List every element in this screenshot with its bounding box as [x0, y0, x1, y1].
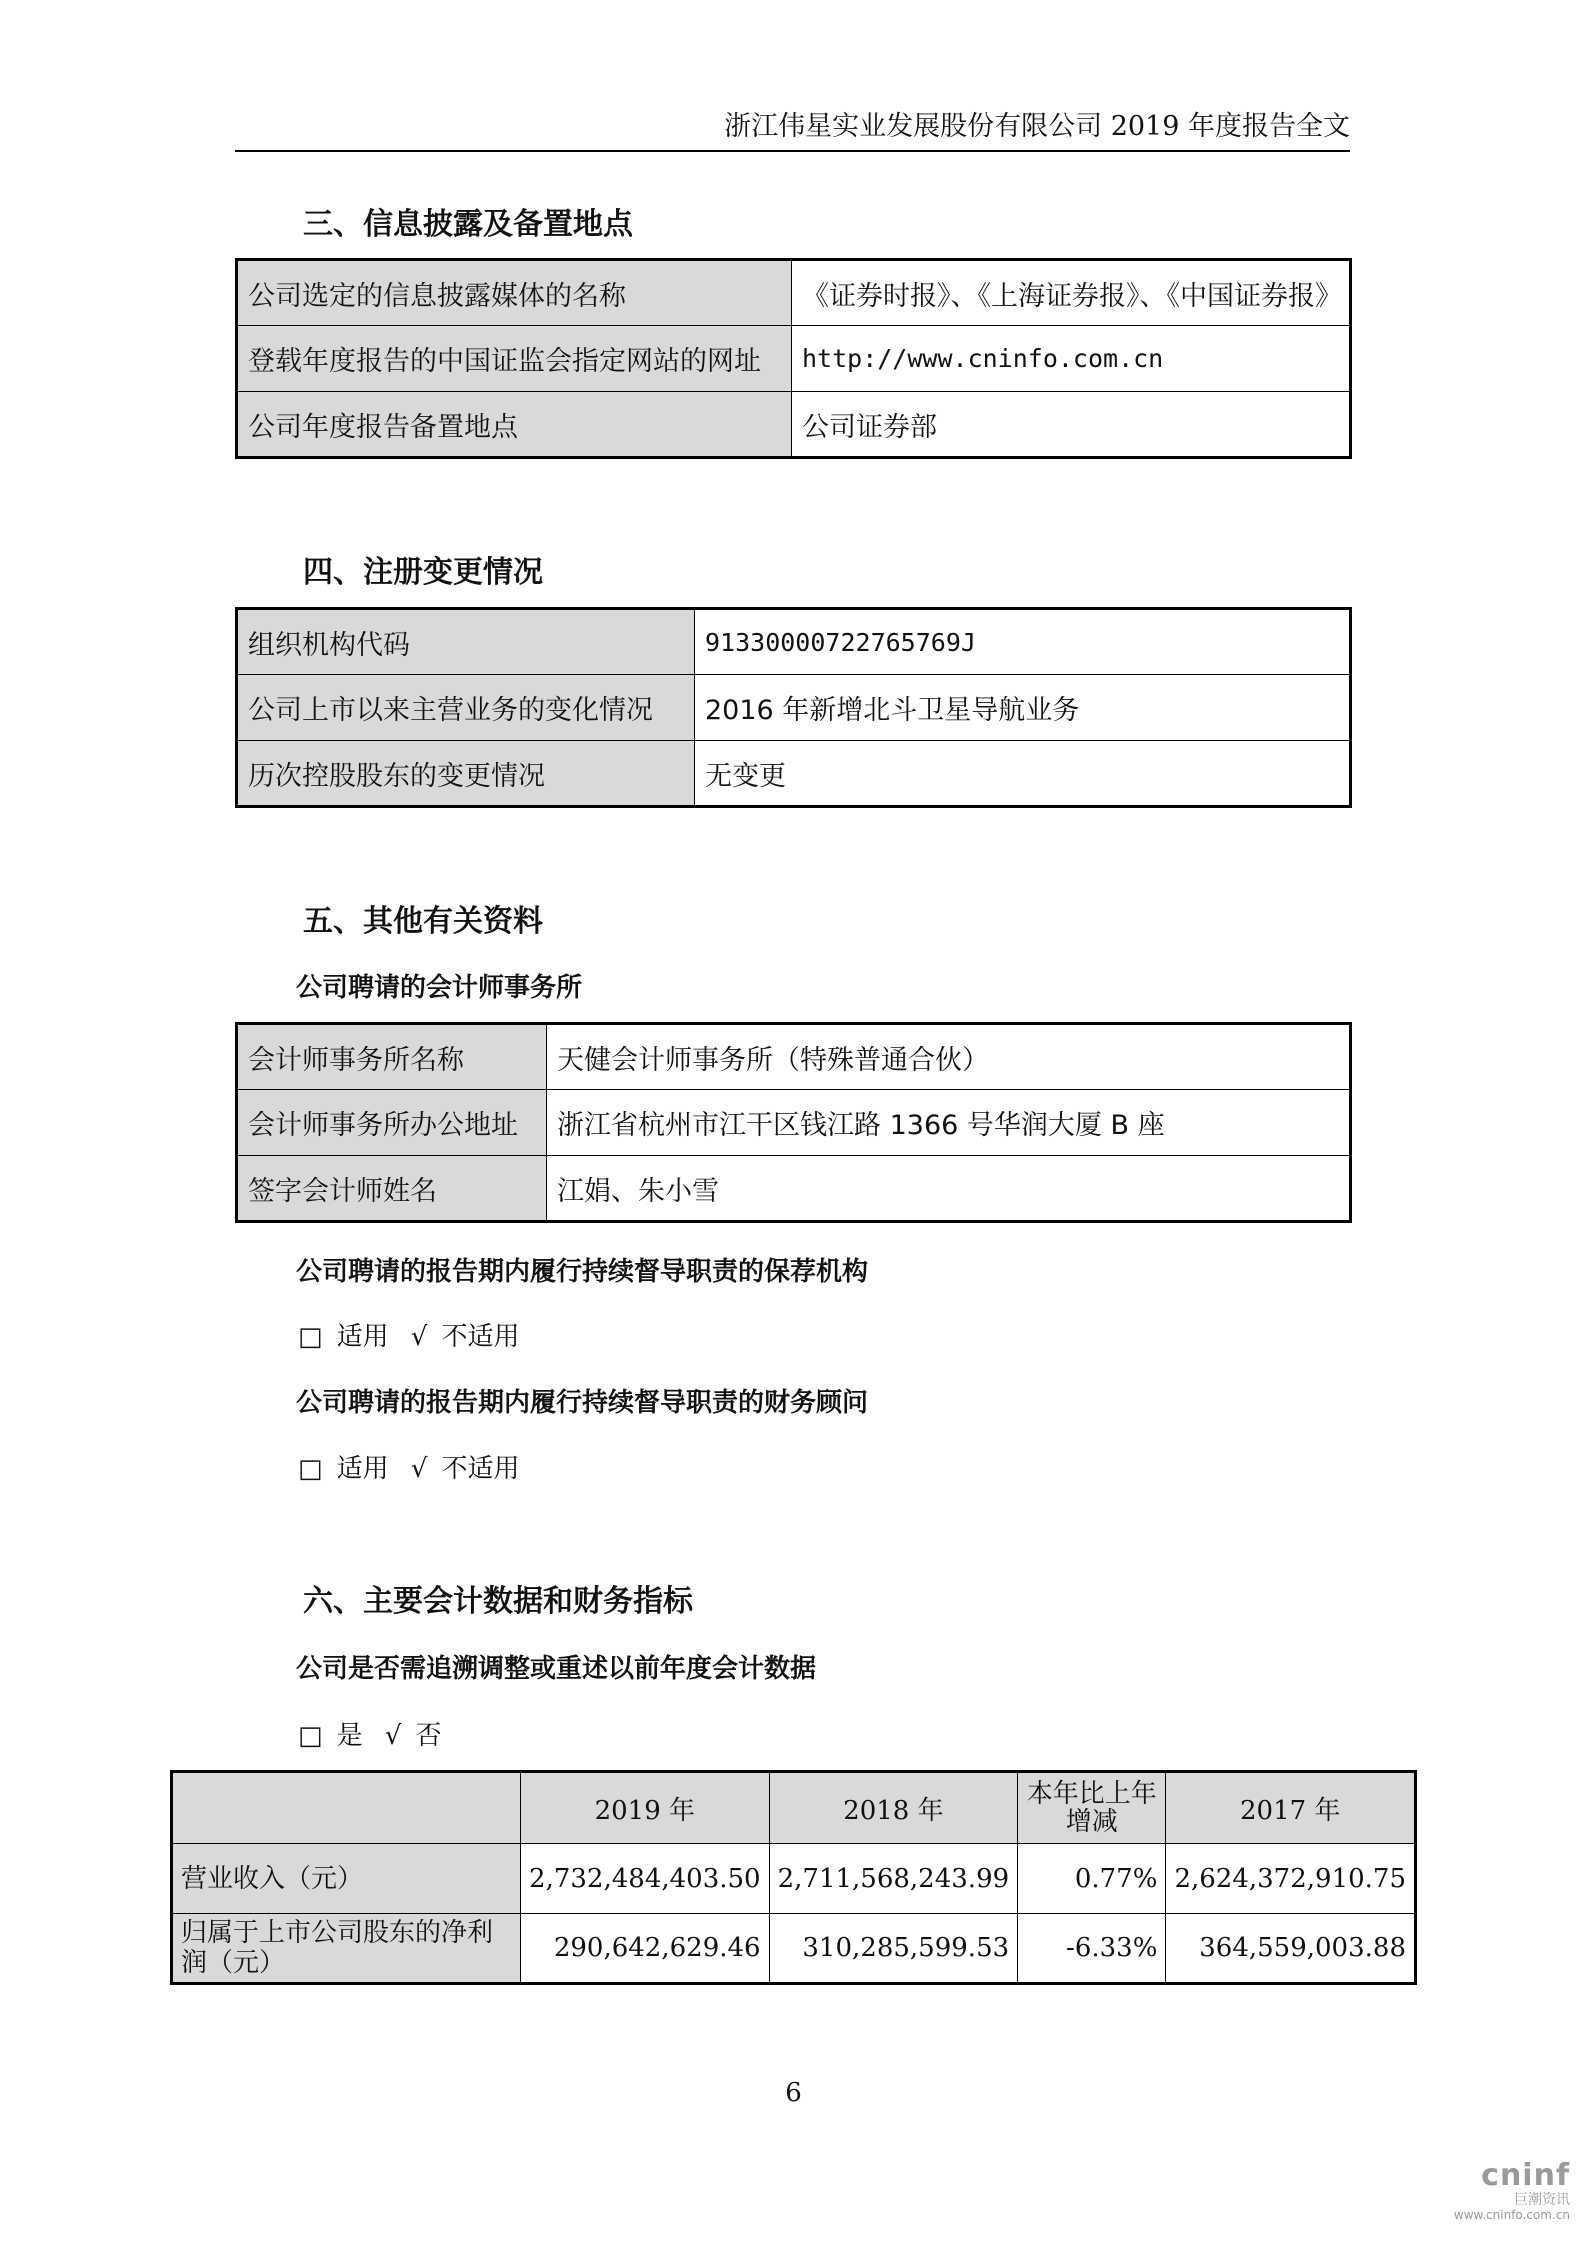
table-row [237, 1024, 1351, 1090]
section-3-title: 三、信息披露及备置地点 [303, 207, 633, 242]
table-row [237, 392, 1351, 458]
cninfo-logo [1442, 2160, 1570, 2222]
cell-2017: 364,559,003.88 [1166, 1914, 1416, 1984]
cell-change: -6.33% [1018, 1914, 1166, 1984]
restatement-subtitle: 公司是否需追溯调整或重述以前年度会计数据 [296, 1654, 817, 1684]
org-code: 91330000722765769J [695, 609, 1351, 675]
checkmark-icon[interactable]: √ [410, 1454, 428, 1484]
cell-2017: 2,624,372,910.75 [1166, 1844, 1416, 1914]
sponsor-subtitle: 公司聘请的报告期内履行持续督导职责的保荐机构 [296, 1257, 869, 1287]
table-row [237, 675, 1351, 741]
column-header: 2019 年 [521, 1772, 770, 1844]
option-applicable: 适用 [336, 1322, 389, 1352]
row-label: 公司上市以来主营业务的变化情况 [237, 675, 695, 741]
section-5-title: 五、其他有关资料 [303, 904, 543, 939]
row-label: 会计师事务所名称 [237, 1024, 547, 1090]
logo-cn: 巨潮资讯 [1514, 2192, 1570, 2208]
option-applicable: 适用 [336, 1454, 389, 1484]
table-row [237, 326, 1351, 392]
financial-table [170, 1770, 1417, 1985]
disclosure-table [235, 258, 1352, 459]
table-header-row [172, 1772, 1416, 1844]
column-header: 2017 年 [1166, 1772, 1416, 1844]
row-label: 组织机构代码 [237, 609, 695, 675]
checkmark-icon[interactable]: √ [410, 1322, 428, 1352]
table-row [237, 1090, 1351, 1156]
page-header: 浙江伟星实业发展股份有限公司 2019 年度报告全文 [235, 110, 1350, 152]
option-not-applicable: 不适用 [441, 1322, 520, 1352]
cell-change: 0.77% [1018, 1844, 1166, 1914]
option-no: 否 [415, 1721, 442, 1751]
table-row [237, 260, 1351, 326]
column-header: 本年比上年增减 [1018, 1772, 1166, 1844]
accountant-subtitle: 公司聘请的会计师事务所 [296, 973, 583, 1003]
table-row [172, 1914, 1416, 1984]
section-6-title: 六、主要会计数据和财务指标 [303, 1584, 693, 1619]
page-number: 6 [785, 2078, 802, 2108]
logo-url: www.cninfo.com.cn [1453, 2208, 1570, 2222]
row-value: 江娟、朱小雪 [547, 1156, 1351, 1222]
table-row [237, 609, 1351, 675]
website-link[interactable]: http://www.cninfo.com.cn [792, 326, 1351, 392]
sponsor-options [298, 1319, 533, 1355]
row-label: 公司选定的信息披露媒体的名称 [237, 260, 792, 326]
row-label: 归属于上市公司股东的净利润（元） [172, 1914, 521, 1984]
option-yes: 是 [336, 1721, 363, 1751]
row-label: 会计师事务所办公地址 [237, 1090, 547, 1156]
option-not-applicable: 不适用 [441, 1454, 520, 1484]
cell-2019: 2,732,484,403.50 [521, 1844, 770, 1914]
registration-table [235, 607, 1352, 808]
row-value: 浙江省杭州市江干区钱江路 1366 号华润大厦 B 座 [547, 1090, 1351, 1156]
row-value: 2016 年新增北斗卫星导航业务 [695, 675, 1351, 741]
row-label: 签字会计师姓名 [237, 1156, 547, 1222]
column-header: 2018 年 [769, 1772, 1018, 1844]
checkmark-icon[interactable]: √ [384, 1721, 402, 1751]
checkbox-icon[interactable]: □ [298, 1322, 323, 1352]
row-label: 历次控股股东的变更情况 [237, 741, 695, 807]
table-row [172, 1844, 1416, 1914]
row-value: 《证券时报》、《上海证券报》、《中国证券报》 [792, 260, 1351, 326]
table-row [237, 1156, 1351, 1222]
section-4-title: 四、注册变更情况 [303, 555, 543, 590]
cell-2018: 310,285,599.53 [769, 1914, 1018, 1984]
row-value: 公司证券部 [792, 392, 1351, 458]
restatement-options [298, 1718, 455, 1754]
cell-2018: 2,711,568,243.99 [769, 1844, 1018, 1914]
row-label: 公司年度报告备置地点 [237, 392, 792, 458]
checkbox-icon[interactable]: □ [298, 1454, 323, 1484]
accountant-table [235, 1022, 1352, 1223]
cell-2019: 290,642,629.46 [521, 1914, 770, 1984]
checkbox-icon[interactable]: □ [298, 1721, 323, 1751]
logo-brand: cninf [1481, 2158, 1570, 2193]
row-value: 天健会计师事务所（特殊普通合伙） [547, 1024, 1351, 1090]
row-label: 营业收入（元） [172, 1844, 521, 1914]
advisor-options [298, 1451, 533, 1487]
table-row [237, 741, 1351, 807]
column-header [172, 1772, 521, 1844]
row-value: 无变更 [695, 741, 1351, 807]
row-label: 登载年度报告的中国证监会指定网站的网址 [237, 326, 792, 392]
advisor-subtitle: 公司聘请的报告期内履行持续督导职责的财务顾问 [296, 1388, 869, 1418]
